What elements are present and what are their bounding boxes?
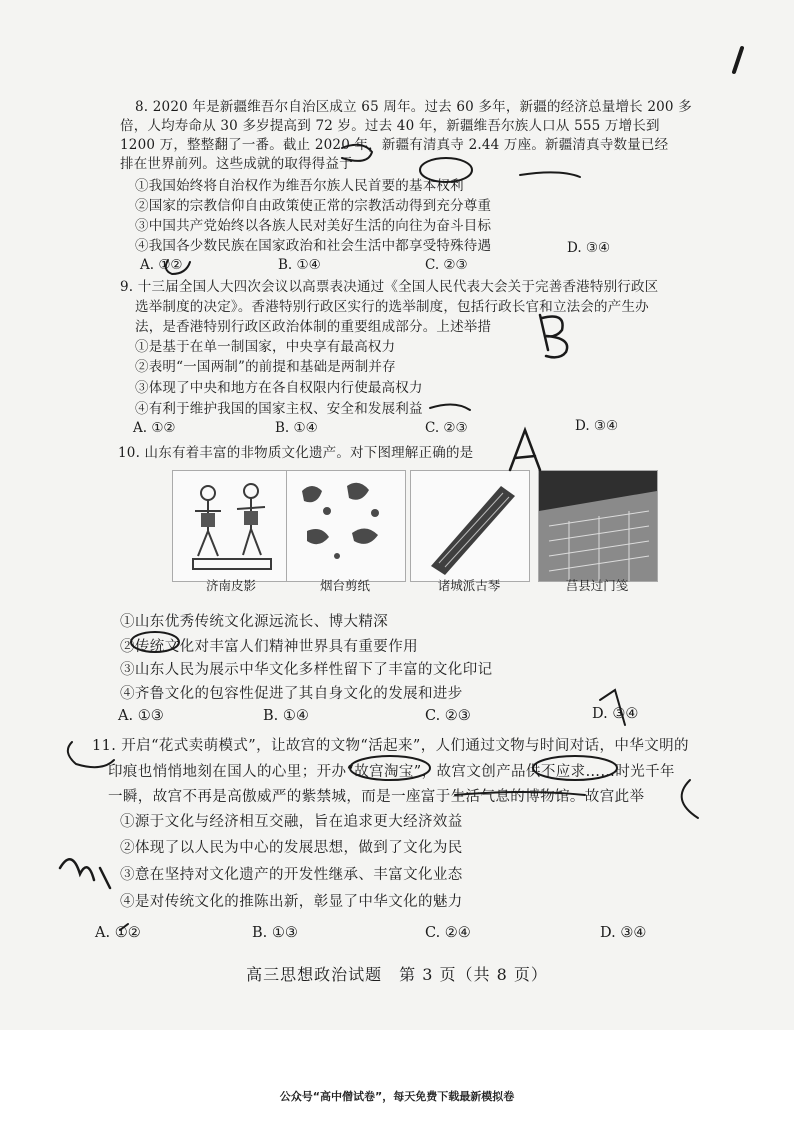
caption-guqin: 诸城派古琴 xyxy=(437,578,501,593)
q9-stem-line-1: 9. 十三届全国人大四次会议以高票表决通过《全国人民代表大会关于完善香港特别行政区 xyxy=(120,279,659,295)
q11-stem-line-3: 一瞬，故宫不再是高傲威严的紫禁城，而是一座富于生活气息的博物馆。故宫此举 xyxy=(108,789,645,805)
q8-stem-line-3: 1200 万，整整翻了一番。截止 2020 年，新疆有清真寺 2.44 万座。新疆清真寺数量已经 xyxy=(120,137,669,153)
shadow-puppet-image xyxy=(172,470,292,582)
q10-statement-3: ③山东人民为展示中华文化多样性留下了丰富的文化印记 xyxy=(120,662,493,678)
q9-stem-line-3: 法，是香港特别行政区政治体制的重要组成部分。上述举措 xyxy=(135,319,492,335)
paper-cutting-image xyxy=(286,470,406,582)
q10-option-b: B. ①④ xyxy=(263,708,309,724)
q10-answer-a xyxy=(510,430,540,470)
q11-margin-scribble xyxy=(60,859,110,888)
q9-option-b: B. ①④ xyxy=(275,420,318,436)
q11-option-b: B. ①③ xyxy=(252,925,298,941)
q8-option-a: A. ①② xyxy=(140,257,183,273)
q9-statement-1: ①是基于在单一制国家，中央享有最高权力 xyxy=(135,339,396,355)
promo-note: 公众号“高中僧试卷”，每天免费下载最新模拟卷 xyxy=(279,1090,515,1103)
guqin-image xyxy=(410,470,530,582)
q8-option-c: C. ②③ xyxy=(425,257,468,273)
q11-stem-line-1: 11. 开启“花式卖萌模式”，让故宫的文物“活起来”，人们通过文物与时间对话，中华文明的 xyxy=(92,738,689,754)
q10-option-a: A. ①③ xyxy=(118,708,164,724)
q10-statement-2: ②传统文化对丰富人们精神世界具有重要作用 xyxy=(120,639,418,655)
q8-statement-1: ①我国始终将自治权作为维吾尔族人民首要的基本权利 xyxy=(135,178,464,194)
q8-option-b: B. ①④ xyxy=(278,257,321,273)
q11-statement-2: ②体现了以人民为中心的发展思想，做到了文化为民 xyxy=(120,840,463,856)
q8-underline-2 xyxy=(520,172,580,177)
q11-option-a: A. ①② xyxy=(95,925,141,941)
door-paper-image xyxy=(538,470,658,582)
q9-option-a: A. ①② xyxy=(133,420,176,436)
q8-stem-line-2: 倍，人均寿命从 30 多岁提高到 72 岁。过去 40 年，新疆维吾尔族人口从 555 万增长到 xyxy=(120,118,660,134)
q9-statement-4: ④有利于维护我国的国家主权、安全和发展利益 xyxy=(135,401,423,417)
q9-underline-mark xyxy=(430,404,470,410)
q10-statement-1: ①山东优秀传统文化源远流长、博大精深 xyxy=(120,614,389,630)
q8-statement-4: ④我国各少数民族在国家政治和社会生活中都享受特殊待遇 xyxy=(135,238,492,254)
q9-stem-line-2: 选举制度的决定》。香港特别行政区实行的选举制度，包括行政长官和立法会的产生办 xyxy=(135,299,649,315)
q8-stem-line-4: 排在世界前列。这些成就的取得得益于 xyxy=(120,156,353,172)
caption-shadow-puppet: 济南皮影 xyxy=(205,578,256,593)
q9-option-d: D. ③④ xyxy=(575,418,619,434)
page-footer: 高三思想政治试题 第 3 页（共 8 页） xyxy=(246,965,548,984)
q8-stem-line-1: 8. 2020 年是新疆维吾尔自治区成立 65 周年。过去 60 多年，新疆的经济总量增长 200 多 xyxy=(135,99,692,115)
q10-stem: 10. 山东有着丰富的非物质文化遗产。对下图理解正确的是 xyxy=(118,445,474,461)
q9-statement-3: ③体现了中央和地方在各自权限内行使最高权力 xyxy=(135,380,423,396)
q10-option-c: C. ②③ xyxy=(425,708,471,724)
q9-option-c: C. ②③ xyxy=(425,420,468,436)
q8-statement-3: ③中国共产党始终以各族人民对美好生活的向往为奋斗目标 xyxy=(135,218,492,234)
q9-statement-2: ②表明“一国两制”的前提和基础是两制并存 xyxy=(135,359,396,375)
q11-option-c: C. ②④ xyxy=(425,925,471,941)
q8-statement-2: ②国家的宗教信仰自由政策使正常的宗教活动得到充分尊重 xyxy=(135,198,492,214)
q10-option-d: D. ③④ xyxy=(592,706,639,722)
q11-statement-1: ①源于文化与经济相互交融，旨在追求更大经济效益 xyxy=(120,814,463,830)
margin-stroke-mark xyxy=(734,48,742,72)
q9-answer-b xyxy=(540,315,567,357)
q11-statement-4: ④是对传统文化的推陈出新，彰显了中华文化的魅力 xyxy=(120,894,463,910)
caption-paper-cutting: 烟台剪纸 xyxy=(319,578,370,593)
caption-door-paper: 莒县过门笺 xyxy=(565,578,629,593)
q8-option-d: D. ③④ xyxy=(567,240,611,256)
q10-statement-4: ④齐鲁文化的包容性促进了其自身文化的发展和进步 xyxy=(120,686,463,702)
q11-option-d: D. ③④ xyxy=(600,925,647,941)
q11-margin-curve xyxy=(682,780,698,818)
q11-stem-line-2: 印痕也悄悄地刻在国人的心里；开办“故宫淘宝”，故宫文创产品供不应求……时光千年 xyxy=(108,764,675,780)
q11-statement-3: ③意在坚持对文化遗产的开发性继承、丰富文化业态 xyxy=(120,867,463,883)
